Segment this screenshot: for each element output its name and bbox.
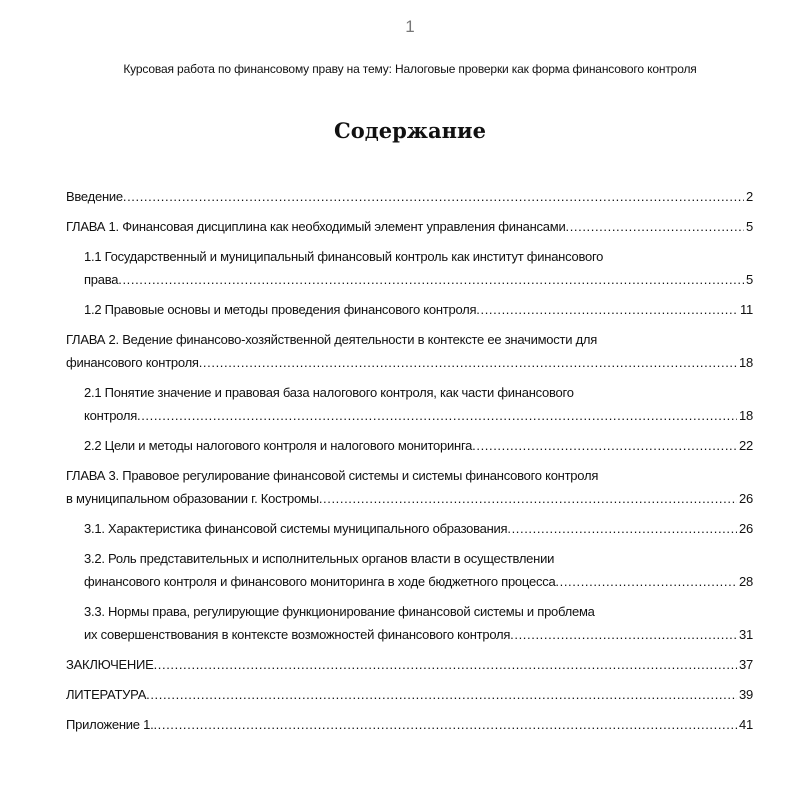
toc-entry-text: 1.1 Государственный и муниципальный финансовый контроль как институт финансового bbox=[84, 249, 604, 264]
toc-entry-text: финансового контроля bbox=[66, 355, 199, 370]
table-of-contents bbox=[66, 185, 753, 743]
toc-page-number: 18 bbox=[739, 355, 753, 370]
toc-entry-last-line bbox=[66, 713, 753, 736]
toc-page-number: 11 bbox=[740, 302, 753, 317]
toc-entry-last-line bbox=[66, 487, 753, 510]
toc-page-number: 39 bbox=[739, 687, 753, 702]
toc-page-number: 18 bbox=[739, 408, 753, 423]
toc-entry-text: Введение bbox=[66, 189, 123, 204]
toc-entry-text: 1.2 Правовые основы и методы проведения финансового контроля bbox=[84, 302, 477, 317]
toc-page-number: 5 bbox=[746, 272, 753, 287]
toc-entry-last-line bbox=[66, 185, 753, 208]
toc-entry-text: финансового контроля и финансового мониторинга в ходе бюджетного процесса bbox=[84, 574, 556, 589]
dot-leader bbox=[555, 570, 737, 593]
toc-entry-last-line bbox=[66, 653, 753, 676]
toc-entry-text: 3.1. Характеристика финансовой системы муниципального образования bbox=[84, 521, 508, 536]
toc-page-number: 31 bbox=[739, 627, 753, 642]
dot-leader bbox=[319, 487, 737, 510]
toc-entry[interactable] bbox=[66, 547, 753, 593]
dot-leader bbox=[153, 713, 737, 736]
toc-entry-last-line bbox=[84, 623, 753, 646]
page-title: Содержание bbox=[334, 118, 486, 143]
toc-entry[interactable] bbox=[66, 185, 753, 208]
toc-entry-text: 3.2. Роль представительных и исполнительных органов власти в осуществлении bbox=[84, 551, 555, 566]
dot-leader bbox=[472, 434, 737, 457]
toc-entry-last-line bbox=[84, 570, 753, 593]
toc-page-number: 41 bbox=[739, 717, 753, 732]
toc-entry-last-line bbox=[84, 268, 753, 291]
document-subtitle: Курсовая работа по финансовому праву на тему: Налоговые проверки как форма финансового контроля bbox=[123, 62, 697, 76]
dot-leader bbox=[565, 215, 744, 238]
toc-page-number: 28 bbox=[739, 574, 753, 589]
toc-page-number: 22 bbox=[739, 438, 753, 453]
toc-page-number: 2 bbox=[746, 189, 753, 204]
toc-entry-text: их совершенствования в контексте возможностей финансового контроля bbox=[84, 627, 511, 642]
toc-entry[interactable] bbox=[66, 245, 753, 291]
toc-page-number: 26 bbox=[739, 521, 753, 536]
toc-entry[interactable] bbox=[66, 464, 753, 510]
dot-leader bbox=[476, 298, 738, 321]
toc-entry[interactable] bbox=[66, 600, 753, 646]
toc-entry-text: в муниципальном образовании г. Костромы bbox=[66, 491, 319, 506]
toc-entry-last-line bbox=[84, 434, 753, 457]
toc-entry-text: контроля bbox=[84, 408, 137, 423]
dot-leader bbox=[146, 683, 737, 706]
toc-entry[interactable] bbox=[66, 381, 753, 427]
toc-entry-text: права bbox=[84, 272, 119, 287]
page-number: 1 bbox=[405, 17, 415, 36]
dot-leader bbox=[510, 623, 737, 646]
toc-entry[interactable] bbox=[66, 215, 753, 238]
toc-entry-last-line bbox=[66, 351, 753, 374]
toc-entry-text: ЛИТЕРАТУРА bbox=[66, 687, 147, 702]
toc-entry[interactable] bbox=[66, 713, 753, 736]
toc-entry[interactable] bbox=[66, 517, 753, 540]
dot-leader bbox=[137, 404, 737, 427]
toc-entry-last-line bbox=[84, 404, 753, 427]
dot-leader bbox=[123, 185, 744, 208]
dot-leader bbox=[199, 351, 737, 374]
toc-entry[interactable] bbox=[66, 683, 753, 706]
toc-entry[interactable] bbox=[66, 434, 753, 457]
toc-entry-last-line bbox=[66, 215, 753, 238]
dot-leader bbox=[154, 653, 737, 676]
toc-entry-text: 2.2 Цели и методы налогового контроля и налогового мониторинга bbox=[84, 438, 473, 453]
toc-entry-last-line bbox=[84, 517, 753, 540]
toc-entry-text: Приложение 1. bbox=[66, 717, 154, 732]
toc-page-number: 26 bbox=[739, 491, 753, 506]
toc-entry-text: 3.3. Нормы права, регулирующие функционирование финансовой системы и проблема bbox=[84, 604, 595, 619]
toc-entry[interactable] bbox=[66, 653, 753, 676]
toc-entry-last-line bbox=[66, 683, 753, 706]
toc-entry[interactable] bbox=[66, 298, 753, 321]
toc-entry-text: ЗАКЛЮЧЕНИЕ bbox=[66, 657, 154, 672]
toc-page-number: 37 bbox=[739, 657, 753, 672]
toc-entry-text: ГЛАВА 3. Правовое регулирование финансовой системы и системы финансового контроля bbox=[66, 468, 599, 483]
toc-entry-text: 2.1 Понятие значение и правовая база налогового контроля, как части финансового bbox=[84, 385, 574, 400]
dot-leader bbox=[118, 268, 744, 291]
toc-page-number: 5 bbox=[746, 219, 753, 234]
toc-entry-text: ГЛАВА 2. Ведение финансово-хозяйственной деятельности в контексте ее значимости для bbox=[66, 332, 598, 347]
dot-leader bbox=[507, 517, 737, 540]
toc-entry-text: ГЛАВА 1. Финансовая дисциплина как необходимый элемент управления финансами bbox=[66, 219, 566, 234]
toc-entry-last-line bbox=[84, 298, 753, 321]
toc-entry[interactable] bbox=[66, 328, 753, 374]
